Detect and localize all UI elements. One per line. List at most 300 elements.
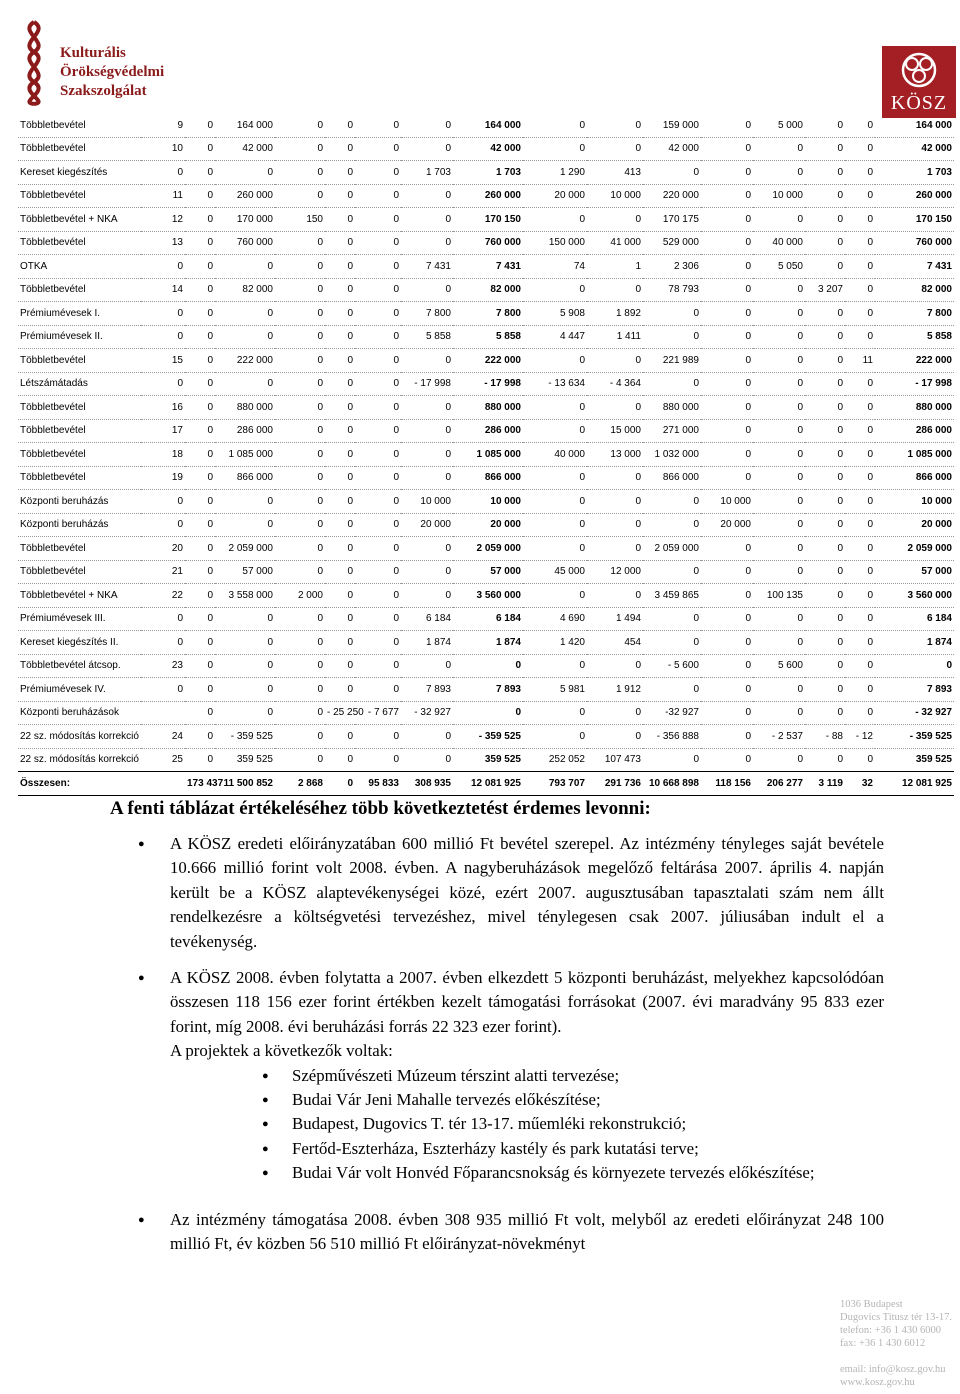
table-cell: 45 000 (523, 560, 587, 584)
table-row (18, 607, 954, 631)
table-cell: 0 (401, 748, 453, 772)
table-cell: 23 (141, 654, 185, 678)
table-cell: 0 (401, 184, 453, 208)
row-label: Többletbevétel (18, 466, 141, 490)
table-cell: 0 (215, 302, 275, 326)
table-cell: 0 (805, 654, 845, 678)
table-cell: 0 (523, 654, 587, 678)
table-cell: 0 (587, 725, 643, 749)
row-label: OTKA (18, 255, 141, 279)
table-cell: 0 (325, 325, 355, 349)
table-cell: 0 (215, 607, 275, 631)
table-cell: 0 (141, 490, 185, 514)
table-cell: 0 (141, 372, 185, 396)
table-cell: 0 (845, 372, 875, 396)
table-row (18, 654, 954, 678)
table-cell: 0 (275, 255, 325, 279)
table-cell: 0 (701, 278, 753, 302)
table-cell: 0 (325, 560, 355, 584)
table-cell: 760 000 (215, 231, 275, 255)
table-cell: 57 000 (875, 560, 954, 584)
total-cell: 10 668 898 (643, 772, 701, 796)
table-cell: 0 (523, 466, 587, 490)
row-label: Többletbevétel (18, 231, 141, 255)
table-cell: 1 085 000 (453, 443, 523, 467)
table-cell: - 359 525 (453, 725, 523, 749)
project-item: ● Budai Vár Jeni Mahalle tervezés előkészítése; (138, 1088, 884, 1112)
table-cell: 0 (185, 490, 215, 514)
table-cell: 0 (355, 278, 401, 302)
table-cell: 5 858 (875, 325, 954, 349)
table-cell: 0 (355, 184, 401, 208)
table-cell: 170 150 (875, 208, 954, 232)
table-cell: 0 (275, 678, 325, 702)
table-cell: 2 306 (643, 255, 701, 279)
table-cell: 0 (845, 137, 875, 161)
table-cell: 0 (355, 302, 401, 326)
table-cell: 0 (845, 654, 875, 678)
table-cell: 100 135 (753, 584, 805, 608)
table-cell: - 25 250 (325, 701, 355, 725)
table-cell: 0 (141, 607, 185, 631)
table-cell: 0 (805, 114, 845, 137)
table-cell: 0 (355, 114, 401, 137)
table-cell: 0 (401, 654, 453, 678)
org-logo (14, 18, 214, 108)
table-cell: 529 000 (643, 231, 701, 255)
row-label: Többletbevétel (18, 114, 141, 137)
table-cell: 0 (587, 396, 643, 420)
table-cell: 12 000 (587, 560, 643, 584)
table-cell: 4 447 (523, 325, 587, 349)
table-cell: 10 000 (753, 184, 805, 208)
table-cell: - 13 634 (523, 372, 587, 396)
table-cell: 3 558 000 (215, 584, 275, 608)
table-cell: 866 000 (643, 466, 701, 490)
table-cell: 2 059 000 (643, 537, 701, 561)
table-cell: 13 000 (587, 443, 643, 467)
table-cell: 0 (523, 208, 587, 232)
table-cell: 10 000 (701, 490, 753, 514)
table-cell: 0 (845, 231, 875, 255)
table-cell: 0 (845, 419, 875, 443)
table-cell: 0 (185, 584, 215, 608)
table-cell: 286 000 (215, 419, 275, 443)
table-row (18, 490, 954, 514)
table-cell: 6 184 (453, 607, 523, 631)
footer-email: email: info@kosz.gov.hu (840, 1364, 946, 1375)
table-cell: 880 000 (875, 396, 954, 420)
row-label: Többletbevétel (18, 184, 141, 208)
footer-line (840, 1350, 960, 1363)
table-cell: 0 (325, 349, 355, 373)
table-cell: 0 (523, 537, 587, 561)
table-cell: 0 (275, 631, 325, 655)
table-cell: 0 (845, 607, 875, 631)
table-cell: 0 (845, 161, 875, 185)
table-cell: 0 (753, 748, 805, 772)
table-cell: 0 (325, 278, 355, 302)
table-cell: 0 (185, 208, 215, 232)
row-label: Központi beruházás (18, 513, 141, 537)
table-cell: 0 (325, 137, 355, 161)
table-cell: 0 (643, 607, 701, 631)
bullet-paragraph: ● Az intézmény támogatása 2008. évben 308 935 millió Ft volt, melyből az eredeti előirányzat 248 100 millió Ft, év közben 56 510 millió Ft előirányzat-növekményt (138, 1208, 884, 1257)
table-cell: - 17 998 (401, 372, 453, 396)
table-cell: 0 (701, 325, 753, 349)
total-row (18, 772, 954, 796)
table-cell: 0 (805, 208, 845, 232)
table-cell: 0 (215, 631, 275, 655)
table-cell: 0 (845, 302, 875, 326)
table-cell: 0 (587, 114, 643, 137)
total-cell: 173 437 (185, 772, 215, 796)
table-cell: 0 (185, 513, 215, 537)
table-cell: 0 (185, 349, 215, 373)
table-cell: 0 (401, 278, 453, 302)
row-label: Prémiumévesek II. (18, 325, 141, 349)
org-line: Szakszolgálat (60, 83, 147, 99)
total-cell: 12 081 925 (875, 772, 954, 796)
table-cell: 7 893 (453, 678, 523, 702)
table-cell: 0 (275, 466, 325, 490)
table-cell: 0 (805, 231, 845, 255)
table-cell: 20 (141, 537, 185, 561)
table-cell: 0 (805, 584, 845, 608)
table-row (18, 678, 954, 702)
table-cell: 17 (141, 419, 185, 443)
table-cell: 0 (845, 748, 875, 772)
table-cell: 0 (643, 748, 701, 772)
table-cell: 164 000 (875, 114, 954, 137)
table-cell: 0 (355, 584, 401, 608)
table-cell: 0 (701, 114, 753, 137)
table-cell: 880 000 (453, 396, 523, 420)
table-row (18, 325, 954, 349)
table-cell: 2 059 000 (453, 537, 523, 561)
table-cell: 22 (141, 584, 185, 608)
table-cell: - 359 525 (215, 725, 275, 749)
table-cell: 0 (805, 419, 845, 443)
table-cell: 1 874 (453, 631, 523, 655)
table-cell: 150 000 (523, 231, 587, 255)
table-cell: 5 600 (753, 654, 805, 678)
table-cell: 0 (325, 396, 355, 420)
table-cell: 0 (215, 490, 275, 514)
table-row (18, 231, 954, 255)
table-cell: 0 (523, 725, 587, 749)
table-cell: 0 (401, 231, 453, 255)
table-cell: 0 (523, 114, 587, 137)
table-cell: 359 525 (215, 748, 275, 772)
total-cell: 12 081 925 (453, 772, 523, 796)
table-row (18, 443, 954, 467)
table-cell: 7 893 (875, 678, 954, 702)
table-cell: 15 000 (587, 419, 643, 443)
table-cell: 24 (141, 725, 185, 749)
footer-line: Dugovics Titusz tér 13-17. (840, 1312, 953, 1323)
table-cell: 0 (643, 302, 701, 326)
table-cell: 0 (753, 349, 805, 373)
table-cell: 10 000 (587, 184, 643, 208)
table-cell: 0 (523, 701, 587, 725)
table-cell: 7 893 (401, 678, 453, 702)
table-cell: 10 000 (453, 490, 523, 514)
project-item: ● Budapest, Dugovics T. tér 13-17. műemléki rekonstrukció; (138, 1112, 884, 1136)
table-cell: 0 (805, 349, 845, 373)
table-cell: 0 (805, 184, 845, 208)
table-row (18, 701, 954, 725)
table-cell: 0 (845, 466, 875, 490)
table-cell: 0 (325, 631, 355, 655)
table-row (18, 161, 954, 185)
row-label: 22 sz. módosítás korrekció (18, 748, 141, 772)
table-cell: 0 (215, 654, 275, 678)
table-cell: 3 560 000 (875, 584, 954, 608)
table-cell: 0 (401, 396, 453, 420)
table-cell: 0 (275, 560, 325, 584)
table-cell: 0 (845, 184, 875, 208)
table-cell: 1 874 (875, 631, 954, 655)
table-cell: 0 (701, 466, 753, 490)
footer-line: telefon: +36 1 430 6000 (840, 1325, 941, 1336)
table-row (18, 748, 954, 772)
table-cell: 0 (805, 372, 845, 396)
table-cell: 0 (753, 137, 805, 161)
row-label: Kereset kiegészítés (18, 161, 141, 185)
table-cell: 0 (643, 325, 701, 349)
table-row (18, 184, 954, 208)
table-cell: 0 (587, 537, 643, 561)
table-cell: 0 (215, 513, 275, 537)
table-cell: - 5 600 (643, 654, 701, 678)
table-cell: 0 (643, 372, 701, 396)
table-cell: 0 (875, 654, 954, 678)
table-cell: 286 000 (875, 419, 954, 443)
table-cell: 42 000 (875, 137, 954, 161)
table-cell: 0 (325, 654, 355, 678)
table-cell: 5 050 (753, 255, 805, 279)
total-cell: 32 (845, 772, 875, 796)
table-cell: 0 (185, 466, 215, 490)
table-cell: 0 (215, 325, 275, 349)
total-cell: 2 868 (275, 772, 325, 796)
table-cell: 12 (141, 208, 185, 232)
table-cell: 0 (701, 725, 753, 749)
row-label: Többletbevétel (18, 396, 141, 420)
table-cell: 0 (587, 466, 643, 490)
table-cell: 0 (805, 513, 845, 537)
table-cell: 2 000 (275, 584, 325, 608)
table-cell: 0 (805, 325, 845, 349)
project-item: ● Fertőd-Eszterháza, Eszterházy kastély és park kutatási terve; (138, 1137, 884, 1161)
table-cell: 10 000 (875, 490, 954, 514)
table-cell: 159 000 (643, 114, 701, 137)
table-cell: 16 (141, 396, 185, 420)
table-cell: 0 (701, 137, 753, 161)
table-cell: 3 207 (805, 278, 845, 302)
table-cell: 0 (453, 654, 523, 678)
row-label: Kereset kiegészítés II. (18, 631, 141, 655)
table-cell: 164 000 (215, 114, 275, 137)
row-label: Létszámátadás (18, 372, 141, 396)
table-cell: 0 (523, 513, 587, 537)
table-cell: 0 (805, 255, 845, 279)
budget-table (18, 114, 954, 796)
table-cell: 5 858 (453, 325, 523, 349)
table-cell: 0 (845, 631, 875, 655)
table-cell: 0 (701, 584, 753, 608)
table-cell: - 17 998 (875, 372, 954, 396)
table-row (18, 396, 954, 420)
table-cell: 7 431 (875, 255, 954, 279)
footer-line: fax: +36 1 430 6012 (840, 1338, 926, 1349)
table-cell: 880 000 (643, 396, 701, 420)
table-cell: 220 000 (643, 184, 701, 208)
table-cell: 25 (141, 748, 185, 772)
row-label: Többletbevétel (18, 560, 141, 584)
table-cell: 0 (275, 748, 325, 772)
table-cell: 0 (401, 443, 453, 467)
table-cell: 6 184 (401, 607, 453, 631)
table-row (18, 419, 954, 443)
table-cell: 19 (141, 466, 185, 490)
table-cell: 3 459 865 (643, 584, 701, 608)
table-cell: 271 000 (643, 419, 701, 443)
table-cell: 222 000 (875, 349, 954, 373)
table-cell: 0 (275, 725, 325, 749)
table-cell: 0 (275, 349, 325, 373)
table-cell: 0 (523, 137, 587, 161)
table-cell: - 32 927 (401, 701, 453, 725)
total-label: Összesen: (18, 772, 185, 796)
table-cell: 0 (701, 419, 753, 443)
table-cell: 0 (215, 372, 275, 396)
table-cell: 11 (845, 349, 875, 373)
table-cell: 0 (643, 513, 701, 537)
table-cell: - 32 927 (875, 701, 954, 725)
table-cell: 57 000 (215, 560, 275, 584)
table-cell: 150 (275, 208, 325, 232)
table-cell: 0 (185, 396, 215, 420)
table-cell: 0 (701, 302, 753, 326)
table-cell: 0 (185, 654, 215, 678)
table-cell: 0 (185, 560, 215, 584)
table-cell: 0 (141, 678, 185, 702)
table-cell: - 7 677 (355, 701, 401, 725)
table-cell: - 4 364 (587, 372, 643, 396)
table-cell: 10 (141, 137, 185, 161)
table-cell: 0 (185, 701, 215, 725)
table-cell: 1 892 (587, 302, 643, 326)
table-cell: 0 (845, 325, 875, 349)
table-cell: 0 (587, 654, 643, 678)
table-cell: 5 981 (523, 678, 587, 702)
table-cell: 0 (215, 255, 275, 279)
table-cell: 0 (275, 137, 325, 161)
table-cell: 0 (401, 537, 453, 561)
table-cell: 1 290 (523, 161, 587, 185)
total-cell: 0 (325, 772, 355, 796)
table-cell: 0 (325, 208, 355, 232)
table-cell: 0 (701, 443, 753, 467)
table-cell: 0 (701, 184, 753, 208)
table-cell: 82 000 (875, 278, 954, 302)
table-cell: 0 (141, 513, 185, 537)
table-cell: 0 (805, 748, 845, 772)
table-cell: 0 (701, 537, 753, 561)
table-cell: 866 000 (875, 466, 954, 490)
table-cell: 0 (845, 490, 875, 514)
table-cell: 0 (643, 490, 701, 514)
table-cell: 0 (701, 396, 753, 420)
table-cell: 0 (805, 631, 845, 655)
table-row (18, 349, 954, 373)
table-cell: 0 (275, 654, 325, 678)
table-cell: 0 (141, 161, 185, 185)
table-cell (141, 701, 185, 725)
table-cell: 0 (753, 607, 805, 631)
table-cell: 0 (325, 302, 355, 326)
table-cell: 0 (275, 372, 325, 396)
table-cell: 0 (325, 678, 355, 702)
table-cell: 359 525 (453, 748, 523, 772)
table-cell: 0 (141, 302, 185, 326)
table-cell: 0 (805, 161, 845, 185)
table-cell: 0 (845, 114, 875, 137)
table-cell: 5 000 (753, 114, 805, 137)
table-cell: 0 (355, 466, 401, 490)
table-cell: 0 (325, 490, 355, 514)
table-cell: 0 (753, 302, 805, 326)
table-cell: 0 (401, 349, 453, 373)
table-cell: 0 (701, 701, 753, 725)
table-cell: 0 (643, 560, 701, 584)
row-label: Többletbevétel (18, 137, 141, 161)
table-row (18, 513, 954, 537)
table-cell: 20 000 (453, 513, 523, 537)
table-cell: 0 (275, 513, 325, 537)
table-cell: - 12 (845, 725, 875, 749)
project-item: ● Budai Vár volt Honvéd Főparancsnokság és környezete tervezés előkészítése; (138, 1161, 884, 1185)
table-cell: 0 (355, 725, 401, 749)
table-cell: 0 (275, 302, 325, 326)
table-row (18, 560, 954, 584)
table-cell: 0 (753, 396, 805, 420)
table-cell: 1 494 (587, 607, 643, 631)
table-cell: 0 (185, 372, 215, 396)
row-label: Többletbevétel (18, 278, 141, 302)
table-cell: 0 (355, 490, 401, 514)
table-row (18, 114, 954, 137)
row-label: Többletbevétel átcsop. (18, 654, 141, 678)
table-cell: 0 (805, 396, 845, 420)
table-cell: 0 (805, 490, 845, 514)
total-cell: 206 277 (753, 772, 805, 796)
table-cell: 74 (523, 255, 587, 279)
table-cell: 0 (523, 349, 587, 373)
table-cell: 760 000 (453, 231, 523, 255)
table-cell: 18 (141, 443, 185, 467)
table-cell: 0 (275, 396, 325, 420)
table-cell: 0 (325, 537, 355, 561)
table-cell: 0 (523, 396, 587, 420)
table-cell: 21 (141, 560, 185, 584)
table-cell: 0 (275, 325, 325, 349)
table-cell: 0 (185, 278, 215, 302)
table-cell: 7 800 (401, 302, 453, 326)
table-cell: 0 (701, 678, 753, 702)
